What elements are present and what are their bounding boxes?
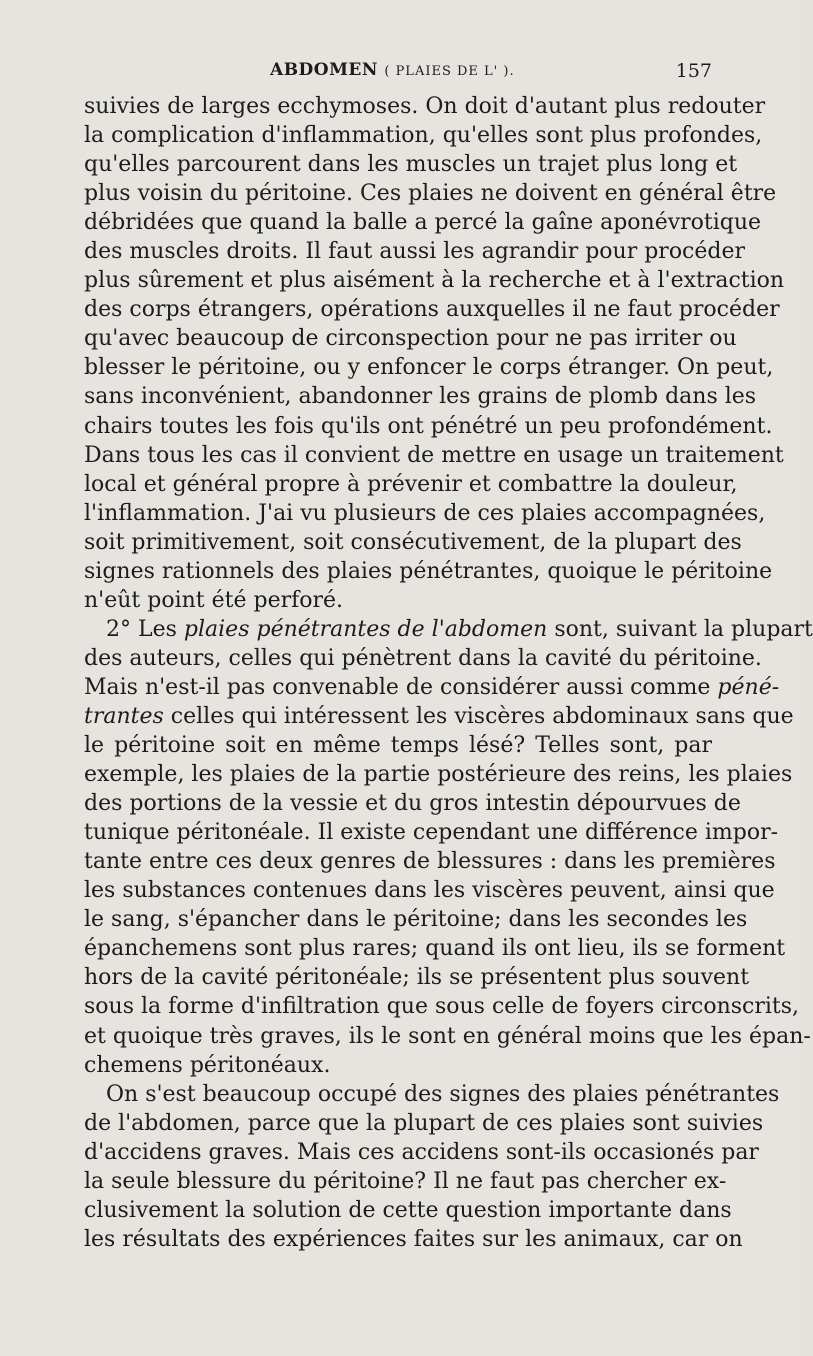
text-line: le sang, s'épancher dans le péritoine; dans les secondes les — [84, 907, 748, 933]
text-line: tunique péritonéale. Il existe cependant une différence impor- — [84, 820, 779, 846]
text-line: de l'abdomen, parce que la plupart de ces plaies sont suivies — [84, 1110, 764, 1136]
text-line: sans inconvénient, abandonner les grains de plomb dans les — [84, 384, 757, 410]
text-line — [84, 615, 813, 644]
text-line: tante entre ces deux genres de blessures : dans les premières — [84, 849, 776, 875]
text-line: signes rationnels des plaies pénétrantes, quoique le péritoine — [84, 558, 773, 584]
text-line: les substances contenues dans les viscères peuvent, ainsi que — [84, 878, 775, 904]
text-line: la complication d'inflammation, qu'elles sont plus profondes, — [84, 123, 763, 149]
text-line: la seule blessure du péritoine? Il ne faut pas chercher ex- — [84, 1168, 727, 1194]
text-line: chemens péritonéaux. — [84, 1052, 331, 1078]
text-line: et quoique très graves, ils le sont en général moins que les épan- — [84, 1023, 811, 1049]
body-text — [84, 92, 813, 1254]
emphasis-text: plaies pénétrantes de l'abdomen — [183, 616, 548, 642]
running-title — [270, 60, 515, 80]
text-line: des corps étrangers, opérations auxquelles il ne faut procéder — [84, 297, 780, 323]
text-line: Dans tous les cas il convient de mettre en usage un traitement — [84, 442, 784, 468]
text-line: local et général propre à prévenir et combattre la douleur, — [84, 471, 738, 497]
emphasis-text: péné- — [717, 674, 780, 700]
emphasis-text: trantes — [84, 703, 164, 729]
text-line: hors de la cavité péritonéale; ils se présentent plus souvent — [84, 965, 750, 991]
text-line: le péritoine soit en même temps lésé? Telles sont, par — [84, 733, 712, 759]
text-span: celles qui intéressent les viscères abdominaux sans que — [163, 703, 794, 729]
text-line: clusivement la solution de cette question importante dans — [84, 1197, 732, 1223]
page-number: 157 — [675, 60, 712, 82]
text-line: d'accidens graves. Mais ces accidens sont-ils occasionés par — [84, 1139, 759, 1165]
text-line: n'eût point été perforé. — [84, 587, 344, 613]
text-line: On s'est beaucoup occupé des signes des plaies pénétrantes — [106, 1081, 780, 1107]
text-line: blesser le péritoine, ou y enfoncer le corps étranger. On peut, — [84, 355, 774, 381]
text-line: plus voisin du péritoine. Ces plaies ne doivent en général être — [84, 181, 777, 207]
text-line: des portions de la vessie et du gros intestin dépourvues de — [84, 791, 741, 817]
text-line: qu'avec beaucoup de circonspection pour ne pas irriter ou — [84, 326, 737, 352]
text-line: soit primitivement, soit consécutivement, de la plupart des — [84, 529, 742, 555]
text-line: exemple, les plaies de la partie postérieure des reins, les plaies — [84, 762, 793, 788]
running-title-main: ABDOMEN — [270, 60, 378, 80]
text-line: des muscles droits. Il faut aussi les agrandir pour procéder — [84, 239, 746, 265]
text-line — [84, 702, 794, 731]
text-line: épanchemens sont plus rares; quand ils ont lieu, ils se forment — [84, 936, 786, 962]
text-span: sont, suivant la plupart — [547, 616, 813, 642]
text-span: 2° Les — [106, 616, 184, 642]
text-line: débridées que quand la balle a percé la gaîne aponévrotique — [84, 210, 762, 236]
text-line: chairs toutes les fois qu'ils ont pénétré un peu profondément. — [84, 413, 773, 439]
text-line: les résultats des expériences faites sur les animaux, car on — [84, 1226, 743, 1252]
text-line: qu'elles parcourent dans les muscles un trajet plus long et — [84, 152, 738, 178]
text-line: l'inflammation. J'ai vu plusieurs de ces plaies accompagnées, — [84, 500, 766, 526]
text-line: plus sûrement et plus aisément à la recherche et à l'extraction — [84, 268, 785, 294]
running-title-sub: ( PLAIES DE L' ). — [384, 64, 515, 79]
page-header — [84, 60, 712, 86]
text-span: Mais n'est-il pas convenable de considérer aussi comme — [84, 674, 718, 700]
text-line: sous la forme d'infiltration que sous celle de foyers circonscrits, — [84, 994, 800, 1020]
text-line — [84, 673, 780, 702]
text-line: suivies de larges ecchymoses. On doit d'autant plus redouter — [84, 94, 766, 119]
text-line: des auteurs, celles qui pénètrent dans la cavité du péritoine. — [84, 645, 762, 671]
